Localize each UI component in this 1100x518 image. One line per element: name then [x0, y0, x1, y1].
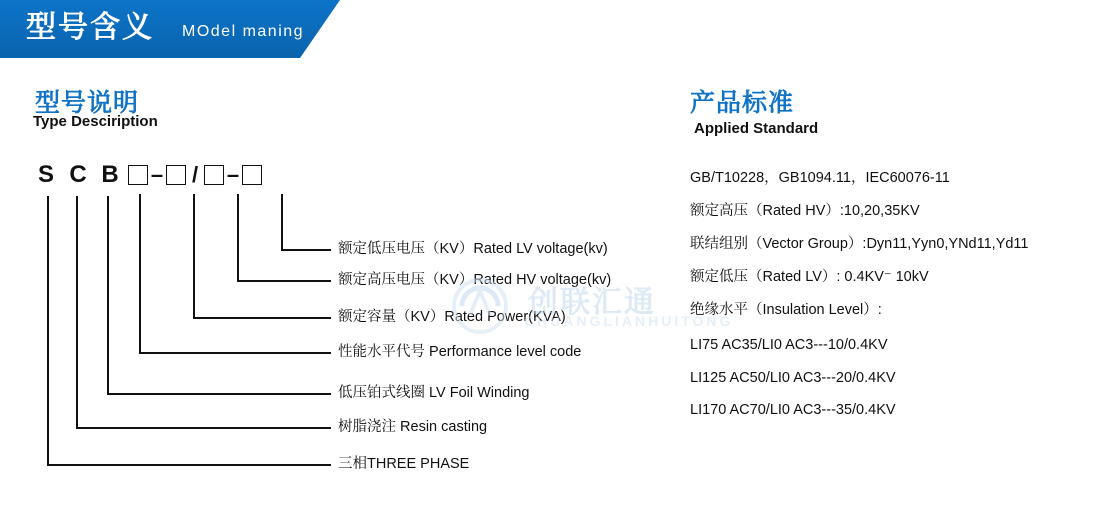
code-letter-b: B [101, 161, 119, 188]
leader-line-hv-voltage-vertical [237, 194, 239, 281]
callout-lv-voltage: 额定低压电压（KV）Rated LV voltage(kv) [338, 241, 608, 257]
code-separator-slash: / [191, 162, 199, 187]
callout-lv-foil-winding: 低压铂式线圈 LV Foil Winding [338, 385, 530, 401]
type-description-title-cn: 型号说明 [35, 89, 140, 117]
leader-line-lv-foil-winding-horizontal [107, 393, 331, 395]
code-box-hv-voltage [204, 165, 224, 185]
leader-line-resin-casting-horizontal [76, 427, 331, 429]
watermark-text-en: CHUANGLIANHUITONG [524, 313, 734, 329]
applied-standard-title-cn: 产品标准 [690, 89, 795, 117]
code-box-rated-power [166, 165, 186, 185]
callout-hv-voltage: 额定高压电压（KV）Rated HV voltage(kv) [338, 272, 612, 288]
code-letter-s: S [37, 161, 54, 188]
standard-line-6: LI75 AC35/LI0 AC3---10/0.4KV [690, 337, 888, 353]
leader-line-performance-level-horizontal [139, 352, 331, 354]
leader-line-lv-voltage-vertical [281, 194, 283, 250]
leader-line-rated-power-horizontal [193, 317, 331, 319]
code-box-performance [128, 165, 148, 185]
leader-line-resin-casting-vertical [76, 196, 78, 428]
standard-line-1: GB/T10228，GB1094.11，IEC60076-11 [690, 170, 950, 186]
page-header-banner [0, 0, 1100, 58]
callout-three-phase: 三相THREE PHASE [338, 456, 470, 472]
leader-line-performance-level-vertical [139, 194, 141, 353]
leader-line-rated-power-vertical [193, 194, 195, 318]
standard-line-2: 额定高压（Rated HV）:10,20,35KV [690, 203, 920, 219]
banner-slant-shape [300, 0, 1100, 58]
leader-line-three-phase-vertical [47, 196, 49, 465]
standard-line-5: 绝缘水平（Insulation Level）: [690, 302, 882, 318]
watermark-text-cn: 创联汇通 [528, 286, 656, 319]
code-box-lv-voltage [242, 165, 262, 185]
leader-line-hv-voltage-horizontal [237, 280, 331, 282]
code-separator-dash-1: – [150, 162, 164, 187]
standard-line-3: 联结组别（Vector Group）:Dyn11,Yyn0,YNd11,Yd11 [690, 236, 1029, 252]
callout-resin-casting: 树脂浇注 Resin casting [338, 419, 488, 435]
model-code-row [30, 158, 264, 192]
applied-standard-title-en: Applied Standard [694, 120, 819, 137]
leader-line-lv-voltage-horizontal [281, 249, 331, 251]
code-separator-dash-2: – [226, 162, 240, 187]
leader-line-lv-foil-winding-vertical [107, 196, 109, 394]
type-description-title-en: Type Desciription [33, 113, 158, 130]
callout-rated-power: 额定容量（KV）Rated Power(KVA) [338, 309, 566, 325]
leader-line-three-phase-horizontal [47, 464, 331, 466]
banner-title-en: MOdel maning [182, 23, 305, 40]
standard-line-8: LI170 AC70/LI0 AC3---35/0.4KV [690, 402, 896, 418]
standard-line-7: LI125 AC50/LI0 AC3---20/0.4KV [690, 370, 896, 386]
callout-performance-level: 性能水平代号 Performance level code [338, 344, 582, 360]
banner-title-cn: 型号含义 [26, 11, 154, 44]
code-letter-c: C [69, 161, 87, 188]
standard-line-4: 额定低压（Rated LV）: 0.4KV⁻ 10kV [690, 269, 929, 285]
